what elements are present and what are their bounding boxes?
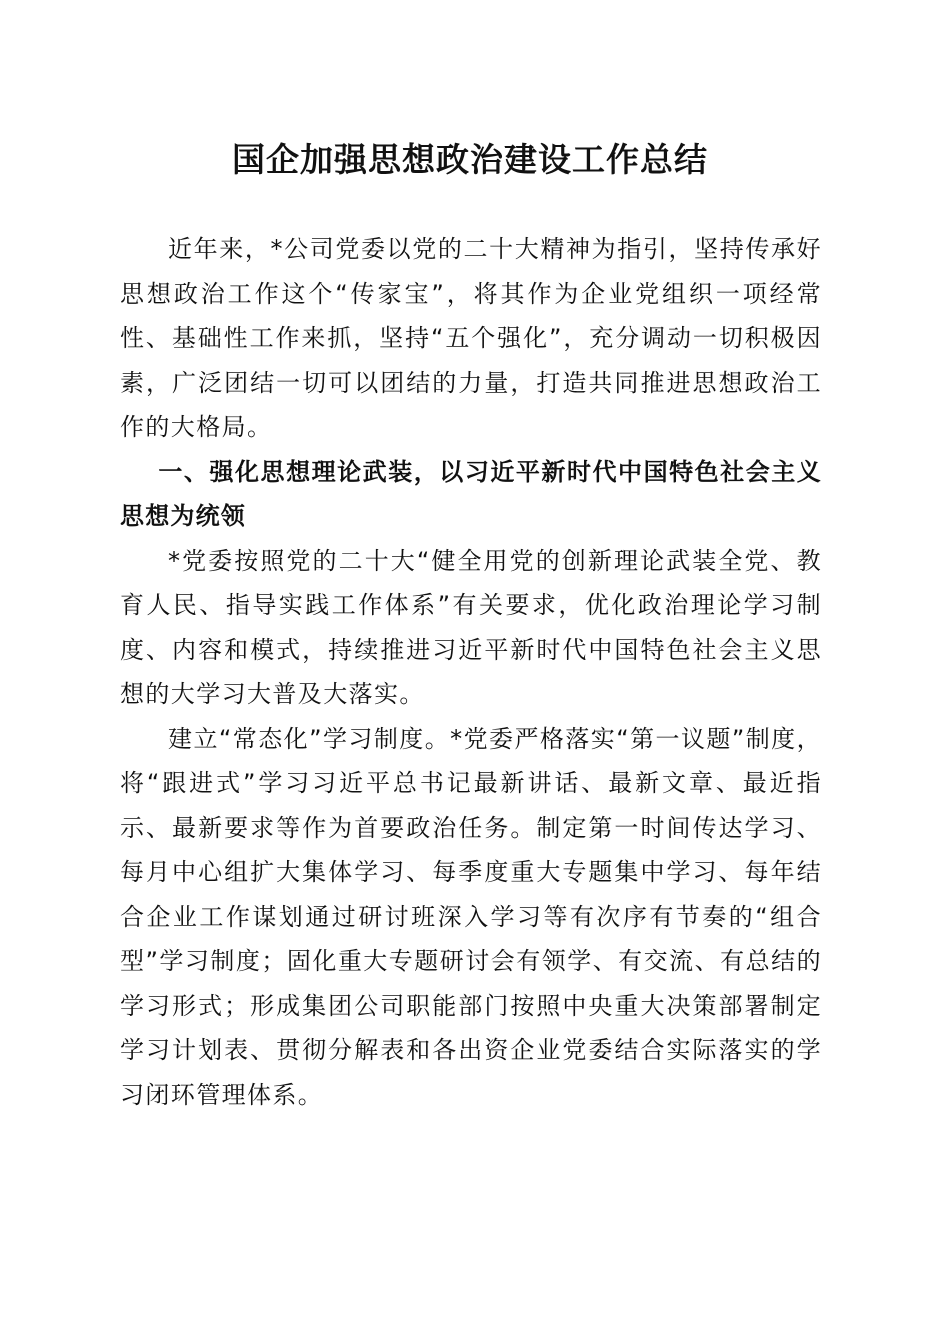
document-body [120,227,822,1117]
document-title: 国企加强思想政治建设工作总结 [232,140,708,179]
section-1-paragraph-1: *党委按照党的二十大“健全用党的创新理论武装全党、教育人民、指导实践工作体系”有关要求，优化政治理论学习制度、内容和模式，持续推进习近平新时代中国特色社会主义思想的大学习大普及大落实。 [120,546,822,708]
section-heading-1: 一、强化思想理论武装，以习近平新时代中国特色社会主义思想为统领 [120,457,822,530]
intro-paragraph: 近年来，*公司党委以党的二十大精神为指引，坚持传承好思想政治工作这个“传家宝”，将其作为企业党组织一项经常性、基础性工作来抓，坚持“五个强化”，充分调动一切积极因素，广泛团结一切可以团结的力量，打造共同推进思想政治工作的大格局。 [120,235,822,441]
section-1-paragraph-2: 建立“常态化”学习制度。*党委严格落实“第一议题”制度，将“跟进式”学习习近平总书记最新讲话、最新文章、最近指示、最新要求等作为首要政治任务。制定第一时间传达学习、每月中心组扩大集体学习、每季度重大专题集中学习、每年结合企业工作谋划通过研讨班深入学习等有次序有节奏的“组合型”学习制度；固化重大专题研讨会有领学、有交流、有总结的学习形式；形成集团公司职能部门按照中央重大决策部署制定学习计划表、贯彻分解表和各出资企业党委结合实际落实的学习闭环管理体系。 [120,724,822,1109]
